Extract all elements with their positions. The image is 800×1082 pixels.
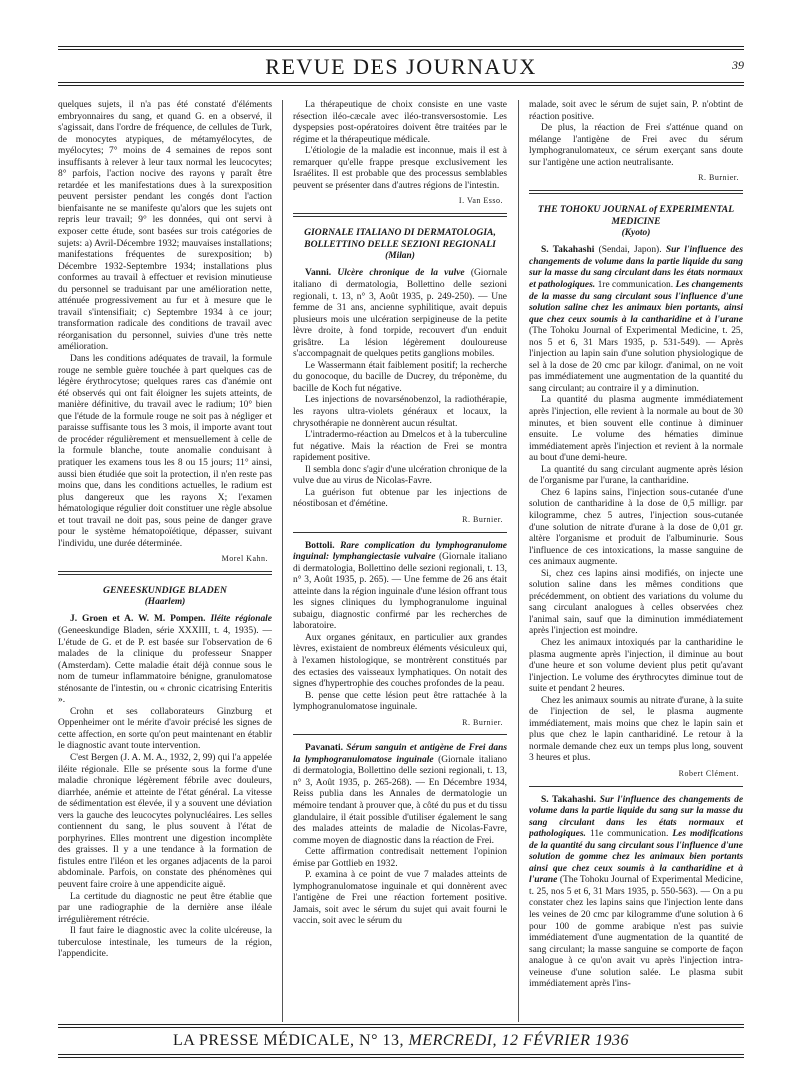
page-title: REVUE DES JOURNAUX	[265, 54, 537, 79]
article-authors: Pavanati.	[305, 743, 344, 754]
article-reference: (Geneeskundige Bladen, série XXXIII, t. 4, 1935). — L'étude de G. et de P. est basée sur l'observation de 6 malades de la clinique du professeur Snapper (Amsterdam). Cette maladie était déjà connue sous le nom de tumeur inflammatoire bénigne, granulomatose sténosante de l'intestin, ou « chronic cicatrising Enteritis ».	[58, 625, 272, 706]
communication-number: 1re communication.	[597, 280, 674, 291]
paragraph: Si, chez ces lapins ainsi modifiés, on injecte une solution saline dans les mêmes conditions que précédemment, on obtient des variations du volume du sang circulant analogues à celles observées chez l'animal sain, sauf que la diminution immédiatement après l'injection est moindre.	[529, 568, 743, 637]
journal-section-city: (Milan)	[385, 250, 415, 261]
header-rule-top-2	[58, 49, 744, 50]
paragraph: quelques sujets, il n'a pas été constaté d'éléments embryonnaires du sang, et quand G. en a observé, il s'agissait, dans l'ordre de fréquence, de cellules de Turk, de monocytes atypiques, de métamyélocytes, de myélocytes; 7° moins de 4 semaines de repos sont insuffisants à relever à leur taux normal les leucocytes; 8° parfois, l'action nocive des rayons γ paraît être retardée et les manifestations dues à la surexposition peuvent persister pendant les congés dont l'action bienfaisante ne se manifeste qu'alors que les sujets ont repris leur travail; 9° les données, qui ont servi à exposer cette étude, sont basées sur trois catégories de sujets: a) Avril-Décembre 1932; mauvaises installations; manifestations fréquentes de surexposition; b) Décembre 1932-Septembre 1934; installations plus conformes au travail à effectuer et revision minutieuse du personnel se traduisant par une amélioration nette, atténuée progressivement au fur et à mesure que le travail s'intensifiait; c) Septembre 1934 à ce jour; transformation radicale des conditions de travail avec réorganisation du personnel, suivies d'une très nette amélioration.	[58, 100, 272, 353]
article-title: Sur l'influence des changements de volume dans la partie liquide du sang sur la masse du sang circulant dans les états normaux et pathologiques.	[529, 245, 743, 291]
paragraph: La certitude du diagnostic ne peut être établie que par une radiographie de la dernière anse iléale irrégulièrement rétrécie.	[58, 891, 272, 925]
paragraph: La guérison fut obtenue par les injections de néostibosan et d'émétine.	[293, 487, 507, 510]
article-reference: (Giornale italiano di dermatologia, Bollettino delle sezioni regionali, t. 13, n° 3, Août 1935, p. 265-268). — En Décembre 1934, Reiss publia dans les Annales de dermatologie un mémoire tendant à prouver que, à côté du pus et du tissu glandulaire, il était possible d'utiliser également le sang des malades atteints de maladie de Nicolas-Favre, comme moyen de diagnostic dans la réaction de Frei.	[293, 754, 507, 846]
author-location: (Sendai, Japon).	[598, 245, 662, 256]
article-separator	[293, 532, 507, 533]
paragraph: malade, soit avec le sérum de sujet sain, P. n'obtint de réaction positive.	[529, 100, 743, 122]
footer-journal: LA PRESSE MÉDICALE, N° 13,	[173, 1032, 404, 1049]
column-divider-1	[282, 100, 283, 1022]
journal-section-city: (Haarlem)	[144, 596, 186, 607]
footer-rule-bottom-2	[58, 1057, 744, 1058]
article-separator	[293, 734, 507, 735]
paragraph: Chez les animaux soumis au nitrate d'urane, à la suite de l'injection de sel, le plasma augmente immédiatement, mais moins que chez le lapin sain et plus que chez le lapin cantharidiné. Le retour à la normale demande chez eux un temps plus long, souvent 3 heures et plus.	[529, 695, 743, 764]
section-separator	[293, 213, 507, 217]
paragraph: Le Wassermann était faiblement positif; la recherche du gonocoque, du bacille de Ducrey, du tréponème, du bacille de Koch fut négative.	[293, 360, 507, 394]
journal-section-title: THE TOHOKU JOURNAL of EXPERIMENTAL MEDICINE	[537, 203, 735, 227]
footer-rule-bottom	[58, 1054, 744, 1055]
paragraph: C'est Bergen (J. A. M. A., 1932, 2, 99) qui l'a appelée iléite régionale. Elle se présente sous la forme d'une maladie chronique légèrement fébrile avec douleurs, diarrhée, anémie et atteinte de l'état général. La vitesse de sédimentation est élevée, il y a souvent une déviation vers la gauche des leucocytes polynucléaires. Les selles contiennent du sang, le plus souvent à l'état de porphyrines. Elles montrent une digestion incomplète des graisses. Il y a une tendance à la formation de fistules entre l'iléon et les organes adjacents de la paroi abdominale. Parfois, on constate des phénomènes qui peuvent faire croire à une appendicite aiguë.	[58, 752, 272, 890]
paragraph: B. pense que cette lésion peut être rattachée à la lymphogranulomatose inguinale.	[293, 690, 507, 713]
section-separator	[58, 571, 272, 575]
page-header	[58, 46, 744, 86]
header-rule-bottom-2	[58, 85, 744, 86]
section-separator	[529, 190, 743, 194]
paragraph: Les injections de novarsénobenzol, la radiothérapie, les rayons ultra-violets généraux et locaux, la chrysothérapie ne donnèrent aucun résultat.	[293, 395, 507, 429]
article-reference: (Giornale italiano di dermatologia, Bollettino delle sezioni regionali, t. 13, n° 3, Août 1935, p. 249-250). — Une femme de 31 ans, ancienne syphilitique, avait depuis plusieurs mois une ulcération serpigineuse de la petite lèvre droite, à fond torpide, recouvert d'un enduit grisâtre. La lésion légèrement douloureuse s'accompagnait de quelques petits ganglions mobiles.	[293, 268, 507, 360]
column-divider-2	[518, 100, 519, 1022]
footer-rule-top-2	[58, 1027, 744, 1028]
article-authors: S. Takahashi	[541, 245, 595, 256]
footer-date: MERCREDI, 12 FÉVRIER 1936	[408, 1032, 629, 1049]
journal-section-title: GENEESKUNDIGE BLADEN	[103, 584, 227, 596]
paragraph: Chez 6 lapins sains, l'injection sous-cutanée d'une solution de cantharidine à la dose de 0,5 milligr. par kilogramme, chez 5 autres, l'injection sous-cutanée d'une solution de nitrate d'urane à la dose de 0,01 gr. altère l'organisme et produit de l'albuminurie. Sous l'influence de ces intoxications, la masse sanguine de ces animaux augmente.	[529, 487, 743, 568]
author-signature: R. Burnier.	[462, 717, 503, 727]
journal-section-title: GIORNALE ITALIANO DI DERMATOLOGIA, BOLLETTINO DELLE SEZIONI REGIONALI	[304, 226, 496, 250]
article-title: Rare complication du lymphogranulome inguinal: lymphangiectasie vulvaire	[293, 540, 507, 563]
paragraph: L'étiologie de la maladie est inconnue, mais il est à remarquer qu'elle frappe presque exclusivement les Israélites. Il est probable que des processus semblables peuvent se présenter dans d'autres régions de l'intestin.	[293, 146, 507, 191]
article-abstract	[58, 614, 272, 706]
paragraph: Cette affirmation contredisait nettement l'opinion émise par Gottlieb en 1932.	[293, 847, 507, 869]
header-rule-bottom	[58, 82, 744, 83]
paragraph: La thérapeutique de choix consiste en une vaste résection iléo-cæcale avec iléo-transversostomie. Les dyspepsies post-opératoires doivent être traitées par le régime et la thérapeutique médicale.	[293, 100, 507, 145]
article-title: Iléite régionale	[210, 614, 272, 625]
author-signature: Robert Clément.	[678, 768, 739, 778]
article-authors: S. Takahashi.	[541, 794, 597, 805]
author-signature: R. Burnier.	[698, 173, 739, 183]
paragraph: Chez les animaux intoxiqués par la cantharidine le plasma augmente après l'injection, il diminue au bout d'une heure et son volume devient plus petit qu'avant l'injection. Le volume des érythrocytes diminue tout de suite et pendant 2 heures.	[529, 637, 743, 695]
page-footer	[58, 1024, 744, 1064]
article-abstract	[529, 245, 743, 395]
article-title: Ulcère chronique de la vulve	[337, 268, 465, 279]
author-signature: R. Burnier.	[462, 514, 503, 524]
article-reference: (Giornale italiano di dermatologia, Bollettino delle sezioni regionali, t. 13, n° 3, Août 1935, p. 265). — Une femme de 26 ans était atteinte dans la région inguinale d'une lésion offrant tous les signes cliniques du lymphogranulome inguinal subaigu, diagnostic confirmé par les recherches de laboratoire.	[293, 552, 507, 632]
footer-journal-line	[58, 1032, 744, 1050]
article-subtitle: Les modifications de la quantité du sang circulant sous l'influence d'une solution de gomme chez les animaux bien portants ainsi que chez ceux soumis à la cantharidine et à l'urane	[529, 829, 743, 886]
article-reference: (The Tohoku Journal of Experimental Medicine, t. 25, nos 5 et 6, 31 Mars 1935, p. 550-563). — On a pu constater chez les lapins sains que l'injection lente dans les veines de 20 cmc par kilogramme d'une solution à 6 pour 100 de gomme arabique n'est pas suivie immédiatement d'une augmentation de la quantité de sang circulant; la masse sanguine se comporte de façon analogue à ce qu'on avait vu après l'injection intra-veineuse d'une solution salée. Le plasma subit immédiatement après l'ins-	[529, 875, 743, 990]
paragraph: Dans les conditions adéquates de travail, la formule rouge ne semble guère touchée à part quelques cas de légère érythrocytose; quelques rares cas d'anémie ont été observés qui ont fait éloigner les sujets atteints, de manière définitive, du travail avec le radium; 10° bien que l'étude de la formule rouge ne soit pas à négliger et paraisse suffisante tous les 3 mois, il importe avant tout de procéder régulièrement et mensuellement à celle de la formule blanche, toute anomalie conduisant à pratiquer les examens tous les 8 ou 15 jours; 11° ainsi, aussi bien étudiée que soit la protection, il n'en reste pas moins que, dans les conditions actuelles, le radium est plus dangereux que les rayons X; l'examen hématologique régulier doit constituer une règle absolue et tout travail ne doit pas, sous peine de danger grave pour le système hématopoïétique, dépasser, suivant l'individu, une durée déterminée.	[58, 354, 272, 549]
paragraph: Crohn et ses collaborateurs Ginzburg et Oppenheimer ont le mérite d'avoir précisé les signes de cette affection, en sorte qu'on peut maintenant en établir le diagnostic avant toute intervention.	[58, 706, 272, 752]
paragraph: Il sembla donc s'agir d'une ulcération chronique de la vulve due au virus de Nicolas-Favre.	[293, 464, 507, 487]
communication-number: 11e communication.	[589, 829, 669, 840]
article-abstract	[293, 268, 507, 360]
article-reference: (The Tohoku Journal of Experimental Medicine, t. 25, nos 5 et 6, 31 Mars 1935, p. 531-549). — Après l'injection au lapin sain d'une solution physiologique de sel à la dose de 20 cmc par kilogr. d'animal, on ne voit pas immédiatement une augmentation de la quantité du sang circulant; au contraire il y a diminution.	[529, 326, 743, 394]
column-3	[529, 100, 743, 1020]
column-2	[293, 100, 507, 1020]
article-title: Sur l'influence des changements de volume dans la partie liquide du sang sur la masse du sang circulant dans les états normaux et pathologiques.	[529, 794, 743, 840]
header-rule-top	[58, 46, 744, 47]
author-signature: I. Van Esso.	[458, 196, 503, 206]
paragraph: L'intradermo-réaction au Dmelcos et à la tuberculine fut négative. Mais la réaction de Frei se montra rapidement positive.	[293, 430, 507, 464]
article-authors: Bottoli.	[305, 540, 335, 551]
author-signature: Morel Kahn.	[221, 554, 268, 564]
article-subtitle: Les changements de la masse du sang circulant sous l'influence d'une solution saline chez les animaux bien portants, ainsi que chez ceux soumis à la cantharidine et à l'urane	[529, 280, 743, 325]
page-number: 39	[732, 58, 744, 72]
paragraph: La quantité du plasma augmente immédiatement après l'injection, elle revient à la normale au bout de 30 minutes, et bien souvent elle continue à diminuer ensuite. Le volume des hématies diminue immédiatement après l'injection et revient à la normale au bout d'une demi-heure.	[529, 395, 743, 464]
article-authors: Vanni.	[305, 268, 332, 279]
paragraph: Aux organes génitaux, en particulier aux grandes lèvres, existaient de nombreux éléments vésiculeux qui, à l'examen histologique, se montrèrent constitués par des ectasies des vaisseaux lymphatiques. On notait des signes d'hypertrophie des couches profondes de la peau.	[293, 632, 507, 690]
paragraph: P. examina à ce point de vue 7 malades atteints de lymphogranulomatose inguinale et qui donnèrent avec l'antigène de Frei une réaction fortement positive. Jamais, soit avec le sérum du sujet qui avait fourni le vaccin, soit avec le sérum du	[293, 870, 507, 927]
article-separator	[529, 786, 743, 787]
column-1	[58, 100, 272, 1020]
journal-section-city: (Kyoto)	[621, 227, 651, 238]
article-abstract	[293, 541, 507, 633]
paragraph: De plus, la réaction de Frei s'atténue quand on mélange l'antigène de Frei avec du sérum lymphogranulomateux, ce sérum exerçant sans doute sur l'antigène une action neutralisante.	[529, 123, 743, 168]
article-abstract	[293, 743, 507, 847]
paragraph: La quantité du sang circulant augmente après lésion de l'organisme par l'urane, la cantharidine.	[529, 464, 743, 487]
article-authors: J. Groen et A. W. M. Pompen.	[70, 614, 206, 625]
paragraph: Il faut faire le diagnostic avec la colite ulcéreuse, la tuberculose intestinale, les tumeurs de la région, l'appendicite.	[58, 926, 272, 960]
article-abstract	[529, 795, 743, 991]
footer-rule-top	[58, 1024, 744, 1025]
article-title: Sérum sanguin et antigène de Frei dans la lymphogranulomatose inguinale	[293, 743, 507, 765]
